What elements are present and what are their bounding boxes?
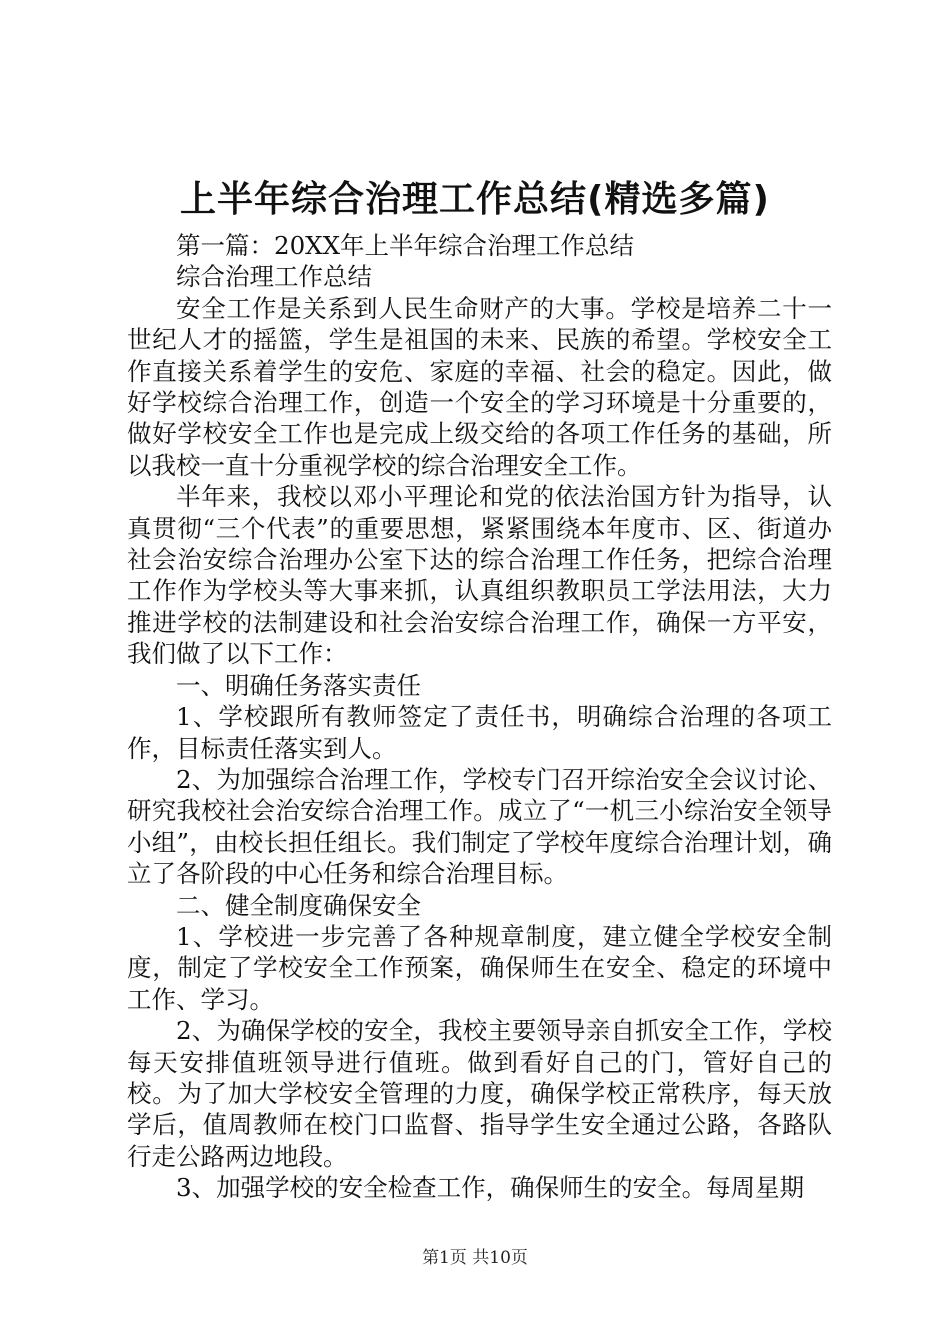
page-total: 共10页 <box>472 1248 528 1268</box>
paragraph: 半年来，我校以邓小平理论和党的依法治国方针为指导，认真贯彻“三个代表”的重要思想，紧紧围绕本年度市、区、街道办社会治安综合治理办公室下达的综合治理工作任务，把综合治理工作作为学校头等大事来抓，认真组织教职员工学法用法，大力推进学校的法制建设和社会治安综合治理工作，确保一方平安，我们做了以下工作： <box>127 482 832 669</box>
page-number: 第1页 <box>422 1248 467 1268</box>
section-heading: 第一篇：20XX年上半年综合治理工作总结 <box>176 231 635 260</box>
paragraph: 2、为确保学校的安全，我校主要领导亲自抓安全工作，学校每天安排值班领导进行值班。做到看好自己的门，管好自己的校。为了加大学校安全管理的力度，确保学校正常秩序，每天放学后，值周教师在校门口监督、指导学生安全通过公路，各路队行走公路两边地段。 <box>127 1016 832 1171</box>
paragraph: 3、加强学校的安全检查工作，确保师生的安全。每周星期 <box>176 1173 805 1203</box>
list-heading: 一、明确任务落实责任 <box>176 670 421 700</box>
document-title: 上半年综合治理工作总结(精选多篇) <box>180 179 770 220</box>
paragraph: 2、为加强综合治理工作，学校专门召开综治安全会议讨论、研究我校社会治安综合治理工作。成立了“一机三小综治安全领导小组”，由校长担任组长。我们制定了学校年度综合治理计划，确立了各阶段的中心任务和综合治理目标。 <box>127 764 832 889</box>
paragraph: 1、学校进一步完善了各种规章制度，建立健全学校安全制度，制定了学校安全工作预案，确保师生在安全、稳定的环境中工作、学习。 <box>127 921 832 1014</box>
list-heading: 二、健全制度确保安全 <box>176 890 421 920</box>
page-footer <box>0 1243 950 1268</box>
paragraph: 安全工作是关系到人民生命财产的大事。学校是培养二十一世纪人才的摇篮，学生是祖国的未来、民族的希望。学校安全工作直接关系着学生的安危、家庭的幸福、社会的稳定。因此，做好学校综合治理工作，创造一个安全的学习环境是十分重要的，做好学校安全工作也是完成上级交给的各项工作任务的基础，所以我校一直十分重视学校的综合治理安全工作。 <box>127 293 832 480</box>
document-body <box>127 230 832 1204</box>
subheading: 综合治理工作总结 <box>176 262 372 292</box>
paragraph: 1、学校跟所有教师签定了责任书，明确综合治理的各项工作，目标责任落实到人。 <box>127 702 832 763</box>
